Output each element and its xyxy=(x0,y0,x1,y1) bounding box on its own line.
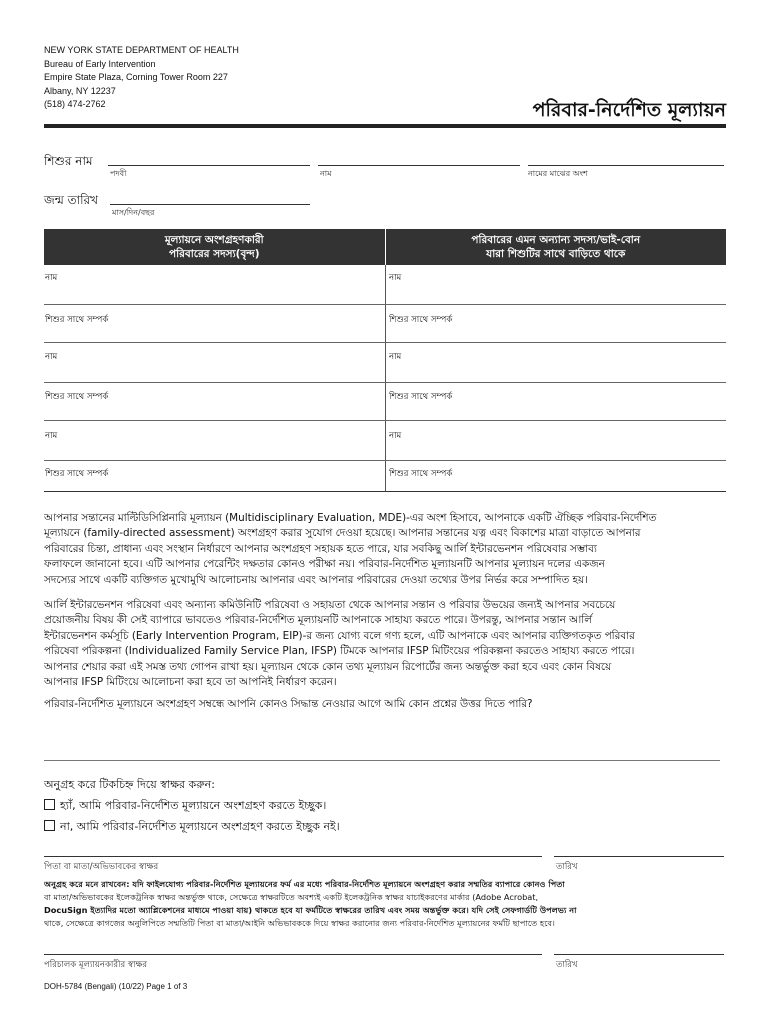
evaluator-signature-field[interactable] xyxy=(44,954,542,955)
agency-line: Albany, NY 12237 xyxy=(44,85,116,96)
esignature-note: অনুগ্রহ করে মনে রাখবেন: যদি ফাইলযোগ্য পরিবার-নির্দেশিত মূল্যায়নের ফর্ম এর মধ্যে পরিবার-নির্দেশিত মূল্যায়নে অংশগ্রহণ করার সম্মতির ব্যাপারে কোনও পিতা বা মাতা/অভিভাবকের ইলেকট্রনিক স্বাক্ষর অন্তর্ভুক্ত থাকে, সেক্ষেত্রে স্বাক্ষরটিতে অবশ্যই একটি ইলেকট্রনিক স্বাক্ষর যাচাইকরণের মার্কার (Adobe Acrobat, DocuSign ইত্যাদির মতো অ্যাপ্লিকেশনের মাধ্যমে পাওয়া যায়) থাকতে হবে যা ফর্মটিতে স্বাক্ষরের তারিখ এবং সময় অন্তর্ভুক্ত করে। যদি সেই সেফগার্ডটি উপলভ্য না থাকে, সেক্ষেত্রে কাগজের অনুলিপিতে সম্মতিটি পিতা বা মাতা/আইনি অভিভাবককে দিয়ে স্বাক্ষর করানোর জন্য পরিবার-নির্দেশিত মূল্যায়নের ফর্মটি ছাপাতে হবে। xyxy=(44,879,577,928)
evaluator-signature-label: পরিচালক মূল্যায়নকারীর স্বাক্ষর xyxy=(44,960,148,970)
header-participants: মূল্যায়নে অংশগ্রহণকারী পরিবারের সদস্য(বৃন্দ) xyxy=(44,229,386,265)
evaluator-date-field[interactable] xyxy=(554,954,724,955)
evaluator-date-label: তারিখ xyxy=(556,960,578,970)
agency-line: Bureau of Early Intervention xyxy=(44,58,156,69)
consent-instruction: অনুগ্রহ করে টিকচিহ্ন দিয়ে স্বাক্ষর করুন: xyxy=(44,778,215,791)
relation-field[interactable] xyxy=(44,491,726,492)
agency-header xyxy=(44,44,239,112)
header-other-members: পরিবারের এমন অন্যান্য সদস্য/ভাই-বোন যারা শিশুটির সাথে বাড়িতে থাকে xyxy=(471,234,641,260)
middle-name-field[interactable] xyxy=(528,165,724,166)
question-prompt: পরিবার-নির্দেশিত মূল্যায়নে অংশগ্রহণ সম্বন্ধে আপনি কোনও সিদ্ধান্ত নেওয়ার আগে আমি কোন প্রশ্নের উত্তর দিতে পারি? xyxy=(44,698,533,710)
agency-line: (518) 474-2762 xyxy=(44,99,106,109)
first-name-caption: নাম xyxy=(320,169,332,178)
form-title: পরিবার-নির্দেশিত মূল্যায়ন xyxy=(532,99,726,121)
cell-name-label: নাম xyxy=(389,352,402,362)
cell-name-label: নাম xyxy=(45,352,58,362)
no-checkbox[interactable] xyxy=(44,820,55,831)
cell-name-label: নাম xyxy=(45,273,58,283)
dob-field[interactable] xyxy=(110,204,310,205)
cell-relation-label: শিশুর সাথে সম্পর্ক xyxy=(389,392,453,402)
parent-signature-label: পিতা বা মাতা/অভিভাবকের স্বাক্ষর xyxy=(44,862,159,872)
dob-label: জন্ম তারিখ xyxy=(44,193,99,207)
last-name-field[interactable] xyxy=(108,165,310,166)
question-answer-field[interactable] xyxy=(44,760,720,761)
cell-name-label: নাম xyxy=(45,431,58,441)
relation-field[interactable] xyxy=(44,420,726,421)
agency-line: Empire State Plaza, Corning Tower Room 227 xyxy=(44,72,228,82)
benefits-paragraph: আর্লি ইন্টারভেনশন পরিষেবা এবং অন্যান্য কমিউনিটি পরিষেবা ও সহায়তা থেকে আপনার সন্তান ও পরিবার উভয়ের জন্যই আপনার সবচেয়ে প্রয়োজনীয় বিষয় কী সেই ব্যাপারে ভাবতেও পরিবার-নির্দেশিত মূল্যায়নটি আপনাকে সাহায্য করতে পারে। উপরন্তু, আপনার সন্তান আর্লি ইন্টারভেনশন কর্মসূচি (Early Intervention Program, EIP)-র জন্য যোগ্য বলে গণ্য হলে, এটি আপনাকে এবং আপনার ব্যক্তিগতকৃত পরিবার পরিষেবা পরিকল্পনা (Individualized Family Service Plan, IFSP) টিমকে আপনার IFSP মিটিংয়ের পরিকল্পনা করতেও সাহায্য করতে পারে। আপনার শেয়ার করা এই সমস্ত তথ্য গোপন রাখা হয়। মূল্যায়ন থেকে কোন তথ্য মূল্যায়ন রিপোর্টের জন্য অন্তর্ভুক্ত করা হবে এবং কোন বিষয়ে আপনার IFSP মিটিংয়ে আলোচনা করা হবে তা আপনিই নির্ধারণ করেন। xyxy=(44,599,635,689)
yes-checkbox[interactable] xyxy=(44,799,55,810)
intro-paragraph: আপনার সন্তানের মাল্টিডিসিপ্লিনারি মূল্যায়ন (Multidisciplinary Evaluation, MDE)-এর অংশ হিসাবে, আপনাকে একটি ঐচ্ছিক পরিবার-নির্দেশিত মূল্যায়নে (family-directed assessment) অংশগ্রহণ করার সুযোগ দেওয়া হয়েছে। আপনার সন্তানের যত্ন এবং বিকাশের মাত্রা বাড়াতে আপনার পরিবারের চিন্তা, প্রাধান্য এবং সংস্থান নির্ধারণে আপনার অংশগ্রহণ সহায়ক হতে পারে, যার সবকিছু আর্লি ইন্টারভেনশন পরিষেবার সম্ভাব্য ফলাফলে জানানো হবে। এটি আপনার পেরেন্টিং দক্ষতার কোনও পরীক্ষা নয়। পরিবার-নির্দেশিত মূল্যায়নটি আপনার মূল্যায়ন দলের একজন সদস্যের সাথে একটি ব্যক্তিগত মুখোমুখি আলোচনায় আপনার এবং আপনার পরিবারের দেওয়া তথ্যের উপর নির্ভর করে সম্পাদিত হয়। xyxy=(44,512,657,586)
cell-relation-label: শিশুর সাথে সম্পর্ক xyxy=(45,392,109,402)
name-field[interactable] xyxy=(44,304,726,305)
cell-relation-label: শিশুর সাথে সম্পর্ক xyxy=(389,469,453,479)
cell-relation-label: শিশুর সাথে সম্পর্ক xyxy=(45,469,109,479)
last-name-caption: পদবী xyxy=(110,169,127,178)
dob-caption: মাস/দিন/বছর xyxy=(112,208,155,217)
table-header xyxy=(44,229,726,265)
no-label: না, আমি পরিবার-নির্দেশিত মূল্যায়নে অংশগ্রহণ করতে ইচ্ছুক নই। xyxy=(60,820,340,833)
cell-name-label: নাম xyxy=(389,431,402,441)
title-rule xyxy=(44,124,726,128)
cell-name-label: নাম xyxy=(389,273,402,283)
parent-date-label: তারিখ xyxy=(556,862,578,872)
name-field[interactable] xyxy=(44,460,726,461)
cell-relation-label: শিশুর সাথে সম্পর্ক xyxy=(45,315,109,325)
agency-line: NEW YORK STATE DEPARTMENT OF HEALTH xyxy=(44,45,239,55)
form-footer: DOH-5784 (Bengali) (10/22) Page 1 of 3 xyxy=(44,982,188,991)
parent-date-field[interactable] xyxy=(554,856,724,857)
first-name-field[interactable] xyxy=(318,165,520,166)
name-field[interactable] xyxy=(44,382,726,383)
parent-signature-field[interactable] xyxy=(44,856,542,857)
table-divider xyxy=(385,265,386,491)
cell-relation-label: শিশুর সাথে সম্পর্ক xyxy=(389,315,453,325)
yes-label: হ্যাঁ, আমি পরিবার-নির্দেশিত মূল্যায়নে অংশগ্রহণ করতে ইচ্ছুক। xyxy=(60,799,327,812)
consent-yes-option[interactable] xyxy=(44,797,326,816)
relation-field[interactable] xyxy=(44,342,726,343)
child-name-label: শিশুর নাম xyxy=(44,154,93,168)
consent-no-option[interactable] xyxy=(44,818,340,837)
middle-name-caption: নামের মাঝের অংশ xyxy=(528,169,588,178)
